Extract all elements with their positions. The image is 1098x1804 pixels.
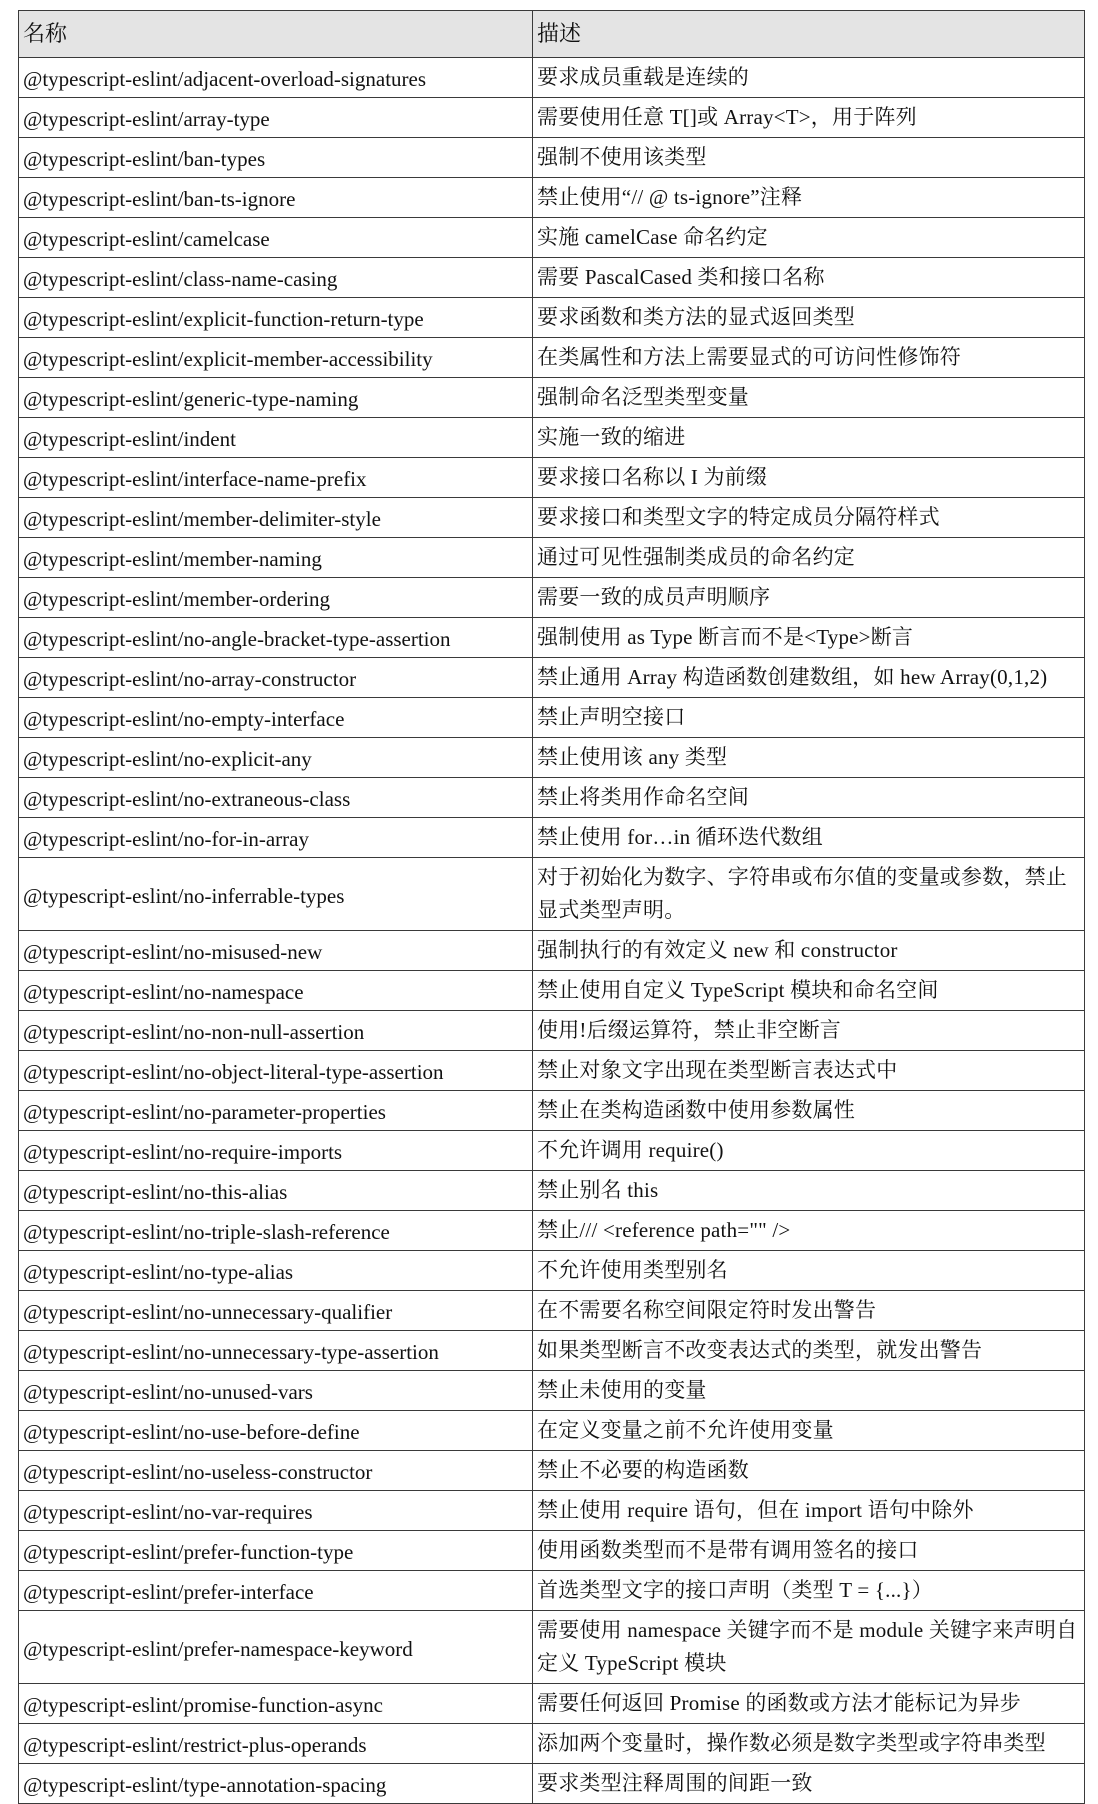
table-row	[19, 1331, 1085, 1371]
table-row	[19, 818, 1085, 858]
rule-description-cell: 要求类型注释周围的间距一致	[533, 1764, 1085, 1804]
table-row	[19, 418, 1085, 458]
table-row	[19, 698, 1085, 738]
table-row	[19, 378, 1085, 418]
table-row	[19, 1724, 1085, 1764]
rule-description-cell: 在类属性和方法上需要显式的可访问性修饰符	[533, 338, 1085, 378]
table-row	[19, 1131, 1085, 1171]
rule-description-cell: 如果类型断言不改变表达式的类型，就发出警告	[533, 1331, 1085, 1371]
table-row	[19, 98, 1085, 138]
rule-description-cell: 使用!后缀运算符，禁止非空断言	[533, 1011, 1085, 1051]
rule-name-cell: @typescript-eslint/no-explicit-any	[19, 738, 533, 778]
rule-description-cell: 需要使用 namespace 关键字而不是 module 关键字来声明自定义 TypeScript 模块	[533, 1611, 1085, 1684]
rules-table-body	[19, 58, 1085, 1804]
rule-name-cell: @typescript-eslint/array-type	[19, 98, 533, 138]
rule-description-cell: 添加两个变量时，操作数必须是数字类型或字符串类型	[533, 1724, 1085, 1764]
rule-name-cell: @typescript-eslint/no-var-requires	[19, 1491, 533, 1531]
rule-description-cell: 需要任何返回 Promise 的函数或方法才能标记为异步	[533, 1684, 1085, 1724]
rule-description-cell: 首选类型文字的接口声明（类型 T = {...}）	[533, 1571, 1085, 1611]
rule-name-cell: @typescript-eslint/no-this-alias	[19, 1171, 533, 1211]
table-row	[19, 1211, 1085, 1251]
table-row	[19, 1251, 1085, 1291]
table-row	[19, 738, 1085, 778]
rule-description-cell: 强制执行的有效定义 new 和 constructor	[533, 931, 1085, 971]
table-row	[19, 1684, 1085, 1724]
rule-description-cell: 禁止通用 Array 构造函数创建数组，如 hew Array(0,1,2)	[533, 658, 1085, 698]
table-row	[19, 1571, 1085, 1611]
rule-description-cell: 需要使用任意 T[]或 Array<T>，用于阵列	[533, 98, 1085, 138]
rule-description-cell: 通过可见性强制类成员的命名约定	[533, 538, 1085, 578]
rule-description-cell: 不允许使用类型别名	[533, 1251, 1085, 1291]
header-row	[19, 11, 1085, 58]
table-row	[19, 931, 1085, 971]
table-row	[19, 138, 1085, 178]
rule-name-cell: @typescript-eslint/no-non-null-assertion	[19, 1011, 533, 1051]
table-row	[19, 1291, 1085, 1331]
rule-name-cell: @typescript-eslint/prefer-interface	[19, 1571, 533, 1611]
rule-name-cell: @typescript-eslint/prefer-namespace-keyword	[19, 1611, 533, 1684]
table-row	[19, 1611, 1085, 1684]
rule-description-cell: 禁止别名 this	[533, 1171, 1085, 1211]
rule-name-cell: @typescript-eslint/no-use-before-define	[19, 1411, 533, 1451]
rule-name-cell: @typescript-eslint/no-unnecessary-type-assertion	[19, 1331, 533, 1371]
table-row	[19, 1371, 1085, 1411]
rule-name-cell: @typescript-eslint/ban-types	[19, 138, 533, 178]
rule-description-cell: 要求成员重载是连续的	[533, 58, 1085, 98]
table-row	[19, 178, 1085, 218]
rule-description-cell: 禁止使用“// @ ts-ignore”注释	[533, 178, 1085, 218]
rule-name-cell: @typescript-eslint/no-for-in-array	[19, 818, 533, 858]
rule-name-cell: @typescript-eslint/no-array-constructor	[19, 658, 533, 698]
rules-table	[18, 10, 1085, 1804]
rule-description-cell: 禁止对象文字出现在类型断言表达式中	[533, 1051, 1085, 1091]
table-row	[19, 1451, 1085, 1491]
table-row	[19, 1531, 1085, 1571]
rule-description-cell: 要求接口和类型文字的特定成员分隔符样式	[533, 498, 1085, 538]
rule-name-cell: @typescript-eslint/adjacent-overload-signatures	[19, 58, 533, 98]
rule-name-cell: @typescript-eslint/promise-function-async	[19, 1684, 533, 1724]
rule-description-cell: 要求函数和类方法的显式返回类型	[533, 298, 1085, 338]
rule-name-cell: @typescript-eslint/prefer-function-type	[19, 1531, 533, 1571]
table-row	[19, 1171, 1085, 1211]
rule-description-cell: 需要 PascalCased 类和接口名称	[533, 258, 1085, 298]
table-row	[19, 338, 1085, 378]
rule-description-cell: 不允许调用 require()	[533, 1131, 1085, 1171]
rule-description-cell: 需要一致的成员声明顺序	[533, 578, 1085, 618]
rule-name-cell: @typescript-eslint/no-object-literal-type-assertion	[19, 1051, 533, 1091]
rule-name-cell: @typescript-eslint/no-unused-vars	[19, 1371, 533, 1411]
table-row	[19, 578, 1085, 618]
rule-name-cell: @typescript-eslint/no-namespace	[19, 971, 533, 1011]
table-row	[19, 618, 1085, 658]
table-row	[19, 498, 1085, 538]
rule-description-cell: 对于初始化为数字、字符串或布尔值的变量或参数，禁止显式类型声明。	[533, 858, 1085, 931]
rule-description-cell: 禁止未使用的变量	[533, 1371, 1085, 1411]
rule-description-cell: 禁止使用自定义 TypeScript 模块和命名空间	[533, 971, 1085, 1011]
rule-description-cell: 强制命名泛型类型变量	[533, 378, 1085, 418]
table-row	[19, 1411, 1085, 1451]
rule-name-cell: @typescript-eslint/no-inferrable-types	[19, 858, 533, 931]
rule-name-cell: @typescript-eslint/type-annotation-spacing	[19, 1764, 533, 1804]
rule-name-cell: @typescript-eslint/no-empty-interface	[19, 698, 533, 738]
rule-description-cell: 要求接口名称以 I 为前缀	[533, 458, 1085, 498]
rule-description-cell: 实施 camelCase 命名约定	[533, 218, 1085, 258]
rule-name-cell: @typescript-eslint/camelcase	[19, 218, 533, 258]
rule-description-cell: 禁止将类用作命名空间	[533, 778, 1085, 818]
rule-name-cell: @typescript-eslint/no-require-imports	[19, 1131, 533, 1171]
rule-name-cell: @typescript-eslint/member-ordering	[19, 578, 533, 618]
table-row	[19, 778, 1085, 818]
table-row	[19, 538, 1085, 578]
rule-name-cell: @typescript-eslint/no-unnecessary-qualifier	[19, 1291, 533, 1331]
rule-description-cell: 禁止在类构造函数中使用参数属性	[533, 1091, 1085, 1131]
table-row	[19, 58, 1085, 98]
rule-name-cell: @typescript-eslint/no-useless-constructor	[19, 1451, 533, 1491]
rule-name-cell: @typescript-eslint/no-extraneous-class	[19, 778, 533, 818]
rule-description-cell: 实施一致的缩进	[533, 418, 1085, 458]
table-row	[19, 1491, 1085, 1531]
table-row	[19, 1051, 1085, 1091]
rule-name-cell: @typescript-eslint/interface-name-prefix	[19, 458, 533, 498]
column-header-name: 名称	[19, 11, 533, 58]
rule-name-cell: @typescript-eslint/explicit-function-return-type	[19, 298, 533, 338]
rule-description-cell: 在定义变量之前不允许使用变量	[533, 1411, 1085, 1451]
rule-name-cell: @typescript-eslint/no-parameter-properties	[19, 1091, 533, 1131]
table-row	[19, 658, 1085, 698]
table-row	[19, 1091, 1085, 1131]
rule-name-cell: @typescript-eslint/restrict-plus-operands	[19, 1724, 533, 1764]
rule-name-cell: @typescript-eslint/indent	[19, 418, 533, 458]
table-row	[19, 258, 1085, 298]
rule-description-cell: 禁止使用 require 语句，但在 import 语句中除外	[533, 1491, 1085, 1531]
table-row	[19, 1011, 1085, 1051]
rule-name-cell: @typescript-eslint/no-triple-slash-reference	[19, 1211, 533, 1251]
rule-name-cell: @typescript-eslint/no-angle-bracket-type-assertion	[19, 618, 533, 658]
rule-description-cell: 强制不使用该类型	[533, 138, 1085, 178]
rule-name-cell: @typescript-eslint/class-name-casing	[19, 258, 533, 298]
table-row	[19, 298, 1085, 338]
rule-description-cell: 禁止不必要的构造函数	[533, 1451, 1085, 1491]
rule-description-cell: 禁止使用 for…in 循环迭代数组	[533, 818, 1085, 858]
rule-description-cell: 禁止使用该 any 类型	[533, 738, 1085, 778]
table-row	[19, 218, 1085, 258]
table-row	[19, 858, 1085, 931]
rule-name-cell: @typescript-eslint/member-delimiter-style	[19, 498, 533, 538]
rule-description-cell: 禁止/// <reference path="" />	[533, 1211, 1085, 1251]
rule-name-cell: @typescript-eslint/ban-ts-ignore	[19, 178, 533, 218]
rule-name-cell: @typescript-eslint/no-type-alias	[19, 1251, 533, 1291]
table-row	[19, 458, 1085, 498]
rule-name-cell: @typescript-eslint/generic-type-naming	[19, 378, 533, 418]
rule-description-cell: 使用函数类型而不是带有调用签名的接口	[533, 1531, 1085, 1571]
column-header-description: 描述	[533, 11, 1085, 58]
rule-name-cell: @typescript-eslint/no-misused-new	[19, 931, 533, 971]
rule-name-cell: @typescript-eslint/explicit-member-accessibility	[19, 338, 533, 378]
rule-name-cell: @typescript-eslint/member-naming	[19, 538, 533, 578]
rule-description-cell: 在不需要名称空间限定符时发出警告	[533, 1291, 1085, 1331]
rule-description-cell: 强制使用 as Type 断言而不是<Type>断言	[533, 618, 1085, 658]
table-row	[19, 971, 1085, 1011]
rule-description-cell: 禁止声明空接口	[533, 698, 1085, 738]
